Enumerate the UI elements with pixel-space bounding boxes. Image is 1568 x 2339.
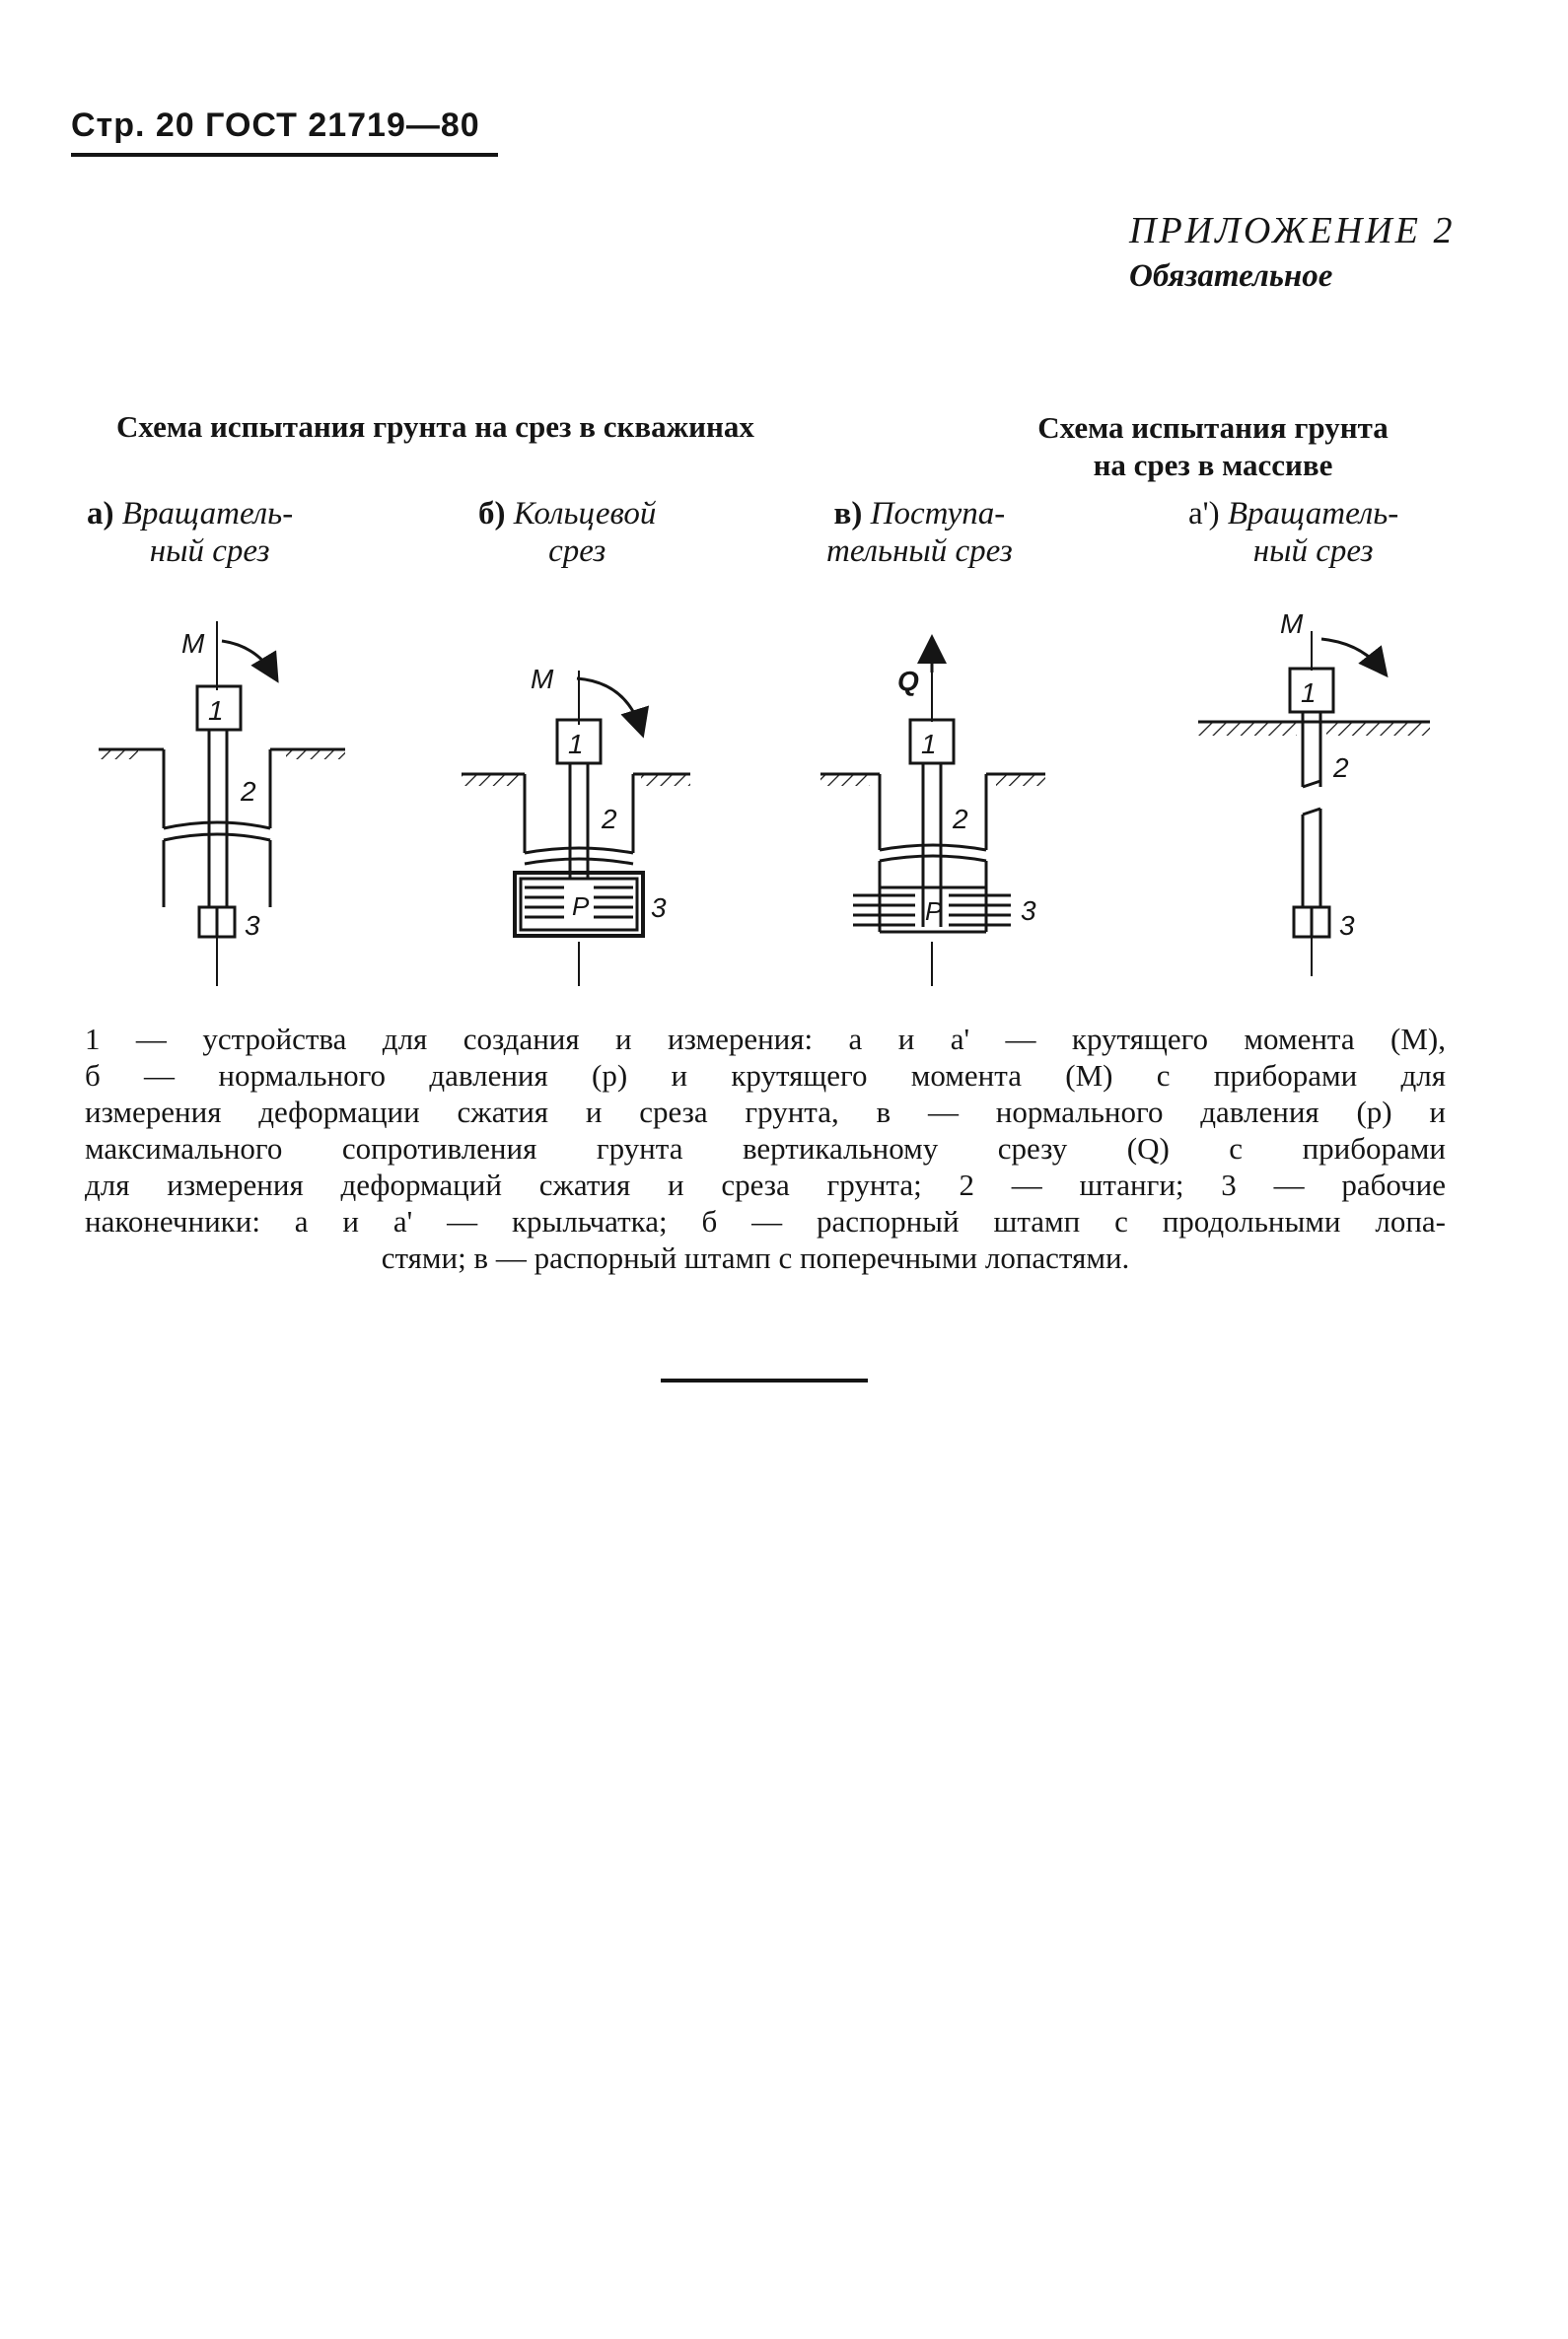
panel-label-a (87, 495, 293, 570)
device-label: 1 (208, 695, 224, 726)
panel-line1: Кольцевой (513, 496, 657, 532)
tip-label: 3 (651, 892, 667, 923)
panel-line1: Вращатель- (1227, 496, 1399, 532)
panel-letter: а) (87, 496, 114, 532)
rod-label: 2 (602, 804, 617, 834)
scheme-title-massif: Схема испытания грунта на срез в массиве (1037, 410, 1389, 482)
device-label: 1 (568, 729, 584, 759)
tip-label: 3 (1021, 895, 1036, 926)
panel-b-diagram (462, 664, 690, 986)
panel-label-a-prime (1188, 495, 1398, 570)
force-label: Q (897, 666, 919, 696)
moment-label: М (1280, 608, 1304, 639)
panel-letter: а') (1188, 496, 1220, 532)
appendix-subtitle: Обязательное (1129, 258, 1333, 294)
panel-letter: б) (478, 496, 506, 532)
panel-line2: тельный срез (826, 533, 1013, 569)
caption-line: для измерения деформаций сжатия и среза грунта; 2 — штанги; 3 — рабочие (85, 1168, 1446, 1202)
rod-label: 2 (241, 776, 256, 807)
moment-label: М (531, 664, 554, 694)
rod-label: 2 (1333, 752, 1349, 783)
caption-line: 1 — устройства для создания и измерения: а и а' — крутящего момента (М), (85, 1022, 1446, 1056)
page-header: Стр. 20 ГОСТ 21719—80 (71, 106, 480, 144)
tip-label: 3 (245, 910, 260, 941)
device-label: 1 (1301, 677, 1317, 708)
panel-line1: Вращатель- (121, 496, 294, 532)
device-label: 1 (921, 729, 937, 759)
end-rule (661, 1379, 868, 1382)
figure-caption (85, 1021, 1446, 1276)
header-rule (71, 153, 498, 157)
caption-line: б — нормального давления (р) и крутящего момента (М) с приборами для (85, 1058, 1446, 1093)
panel-line2: ный срез (149, 533, 270, 569)
panel-c-diagram (820, 643, 1045, 986)
tip-label: 3 (1339, 910, 1355, 941)
scheme-title-boreholes: Схема испытания грунта на срез в скважинах (116, 409, 754, 444)
appendix-title: ПРИЛОЖЕНИЕ 2 (1129, 210, 1456, 251)
panel-a-diagram (99, 621, 345, 986)
panel-label-b (478, 495, 656, 570)
caption-line: стями; в — распорный штамп с поперечными лопастями. (381, 1240, 1130, 1275)
panel-letter: в) (833, 496, 863, 532)
panel-label-c (826, 495, 1013, 570)
panel-line2: ный срез (1252, 533, 1374, 569)
caption-line: максимального сопротивления грунта вертикальному срезу (Q) с приборами (85, 1131, 1446, 1166)
panel-line2: срез (548, 533, 606, 569)
caption-line: наконечники: а и а' — крыльчатка; б — распорный штамп с продольными лопа- (85, 1204, 1446, 1239)
pressure-label: P (572, 891, 590, 921)
panel-line1: Поступа- (870, 496, 1006, 532)
pressure-label: P (925, 896, 943, 926)
moment-label: М (181, 628, 205, 659)
rod-label: 2 (953, 804, 968, 834)
caption-line: измерения деформации сжатия и среза грунта, в — нормального давления (р) и (85, 1095, 1446, 1129)
panel-a-prime-diagram (1198, 608, 1430, 976)
shear-test-schemes-figure (59, 592, 1509, 1006)
